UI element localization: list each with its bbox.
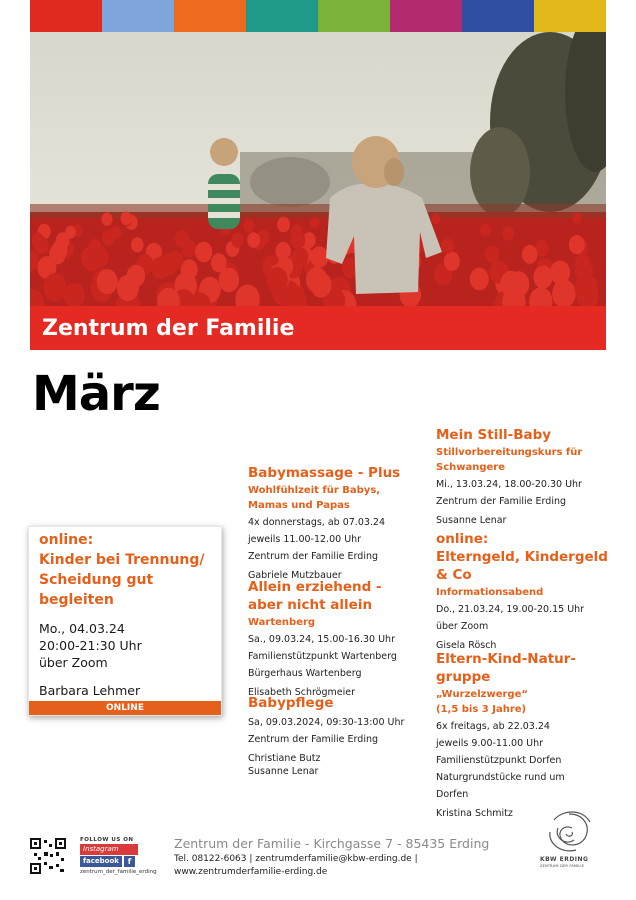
event-detail: Zentrum der Familie Erding — [248, 551, 379, 562]
color-strip-segment — [174, 0, 246, 32]
event-person: Christiane Butz — [248, 753, 321, 764]
event-people — [436, 514, 612, 527]
tulip-shape — [32, 232, 44, 247]
event-person: Gisela Rösch — [436, 640, 497, 651]
tulip-shape — [310, 217, 320, 229]
featured-event-card[interactable] — [28, 526, 222, 716]
kbw-logo-icon — [544, 808, 594, 854]
tulip-shape — [310, 246, 328, 268]
color-strip-segment — [30, 0, 102, 32]
event-item[interactable] — [248, 694, 416, 778]
tulip-shape — [97, 269, 118, 294]
event-detail: Sa, 09.03.2024, 09:30-13:00 Uhr — [248, 717, 405, 728]
tulip-shape — [502, 227, 514, 241]
featured-title-line: Kinder bei Trennung/ — [39, 552, 205, 568]
facebook-link[interactable]: facebook — [80, 856, 122, 867]
tulip-shape — [277, 217, 290, 233]
color-strip-segment — [246, 0, 318, 32]
tulip-shape — [43, 273, 67, 301]
event-detail: jeweils 11.00-12.00 Uhr — [248, 534, 362, 545]
tulip-shape — [247, 232, 260, 247]
social-handle: zentrum_der_familie_erding — [80, 869, 157, 875]
color-strip — [30, 0, 606, 32]
event-detail: jeweils 9.00-11.00 Uhr — [436, 738, 544, 749]
event-detail: Zentrum der Familie Erding — [436, 496, 567, 507]
featured-title-line: begleiten — [39, 592, 114, 608]
tulip-shape — [211, 253, 227, 272]
event-person: Elisabeth Schrögmeier — [248, 687, 355, 698]
event-title: & Co — [436, 567, 472, 583]
event-subtitle: (1,5 bis 3 Jahre) — [436, 704, 527, 715]
tulip-shape — [195, 242, 212, 263]
featured-event-title — [29, 527, 221, 610]
tulip-shape — [101, 212, 112, 225]
event-item[interactable] — [248, 464, 416, 582]
event-detail: Naturgrundstücke rund um — [436, 772, 565, 783]
featured-info-line: über Zoom — [39, 655, 108, 670]
online-badge: ONLINE — [29, 701, 221, 715]
event-subtitle: Wartenberg — [248, 617, 316, 628]
event-detail: Do., 21.03.24, 19.00-20.15 Uhr — [436, 604, 585, 615]
tulip-shape — [117, 275, 139, 301]
tulip-shape — [231, 233, 244, 248]
event-detail: Familienstützpunkt Wartenberg — [248, 651, 397, 662]
tulip-shape — [168, 251, 183, 269]
footer-address: Zentrum der Familie - Kirchgasse 7 - 85435 Erding — [174, 836, 490, 851]
event-detail: Mi., 13.03.24, 18.00-20.30 Uhr — [436, 479, 582, 490]
event-person: Susanne Lenar — [248, 766, 319, 777]
featured-info-line: Mo., 04.03.24 — [39, 621, 125, 636]
tulip-shape — [470, 268, 489, 291]
event-subtitle: „Wurzelzwerge“ — [436, 689, 528, 700]
tulip-shape — [81, 247, 99, 268]
tulip-shape — [65, 226, 76, 239]
event-title: Elterngeld, Kindergeld — [436, 549, 608, 565]
event-subtitle: Schwangere — [436, 462, 506, 473]
event-title: online: — [436, 531, 489, 547]
event-person: Susanne Lenar — [436, 515, 507, 526]
event-detail: Bürgerhaus Wartenberg — [248, 668, 362, 679]
footer-website[interactable]: www.zentrumderfamilie-erding.de — [174, 867, 328, 877]
tulip-shape — [441, 239, 454, 254]
event-person: Kristina Schmitz — [436, 808, 513, 819]
tulip-shape — [121, 212, 132, 226]
tulip-shape — [131, 237, 144, 252]
color-strip-segment — [390, 0, 462, 32]
event-detail: 4x donnerstags, ab 07.03.24 — [248, 517, 386, 528]
qr-code-icon[interactable] — [30, 838, 66, 874]
tulip-shape — [480, 224, 491, 237]
tulip-shape — [151, 257, 170, 279]
event-detail: 6x freitags, ab 22.03.24 — [436, 721, 550, 732]
color-strip-segment — [534, 0, 606, 32]
color-strip-segment — [462, 0, 534, 32]
tulip-shape — [243, 219, 254, 233]
tulip-shape — [110, 226, 122, 240]
month-heading: März — [32, 366, 160, 422]
event-title: Babypflege — [248, 695, 334, 711]
facebook-icon[interactable]: f — [124, 856, 135, 867]
event-subtitle: Mamas und Papas — [248, 500, 350, 511]
tulip-shape — [533, 266, 552, 289]
tulip-shape — [552, 280, 576, 308]
banner-title: Zentrum der Familie — [42, 315, 295, 341]
hero-photo — [30, 32, 606, 308]
tulip-shape — [292, 247, 308, 266]
featured-title-line: Scheidung gut — [39, 572, 154, 588]
kbw-logo-title: KBW ERDING — [540, 856, 589, 863]
event-title: aber nicht allein — [248, 597, 373, 613]
kbw-logo-subtitle: ZENTRUM DER FAMILIE — [540, 864, 585, 868]
tulip-shape — [64, 283, 85, 308]
event-subtitle: Stillvorbereitungskurs für — [436, 447, 583, 458]
event-person: Gabriele Mutzbauer — [248, 570, 342, 581]
tulip-shape — [569, 235, 585, 254]
tulip-shape — [550, 260, 570, 284]
tulip-shape — [290, 231, 305, 249]
event-title: Mein Still-Baby — [436, 427, 552, 443]
event-subtitle: Informationsabend — [436, 587, 544, 598]
event-detail: Sa., 09.03.24, 15.00-16.30 Uhr — [248, 634, 395, 645]
event-subtitle: Wohlfühlzeit für Babys, — [248, 485, 381, 496]
follow-us-label: FOLLOW US ON — [80, 837, 134, 843]
tulip-shape — [444, 252, 460, 271]
tulip-shape — [266, 267, 287, 293]
tulip-shape — [431, 214, 440, 224]
featured-info-line: 20:00-21:30 Uhr — [39, 638, 142, 653]
event-item[interactable] — [436, 650, 612, 820]
tulip-shape — [522, 245, 538, 264]
footer-contact: Tel. 08122-6063 | zentrumderfamilie@kbw-erding.de | — [174, 854, 418, 864]
event-item[interactable] — [248, 578, 416, 699]
event-people — [248, 752, 416, 778]
header-banner — [30, 306, 606, 350]
tulip-shape — [573, 213, 582, 224]
event-detail: Zentrum der Familie Erding — [248, 734, 379, 745]
event-detail: Familienstützpunkt Dorfen — [436, 755, 562, 766]
color-strip-segment — [318, 0, 390, 32]
instagram-link[interactable]: Instagram — [80, 844, 138, 855]
event-title: Eltern-Kind-Natur- — [436, 651, 577, 667]
event-item[interactable] — [436, 426, 612, 527]
featured-event-person: Barbara Lehmer — [39, 683, 141, 698]
color-strip-segment — [102, 0, 174, 32]
event-title: Babymassage - Plus — [248, 465, 401, 481]
event-title: gruppe — [436, 669, 491, 685]
tulip-shape — [485, 246, 499, 263]
featured-event-info — [29, 610, 221, 671]
event-title: Allein erziehend - — [248, 579, 382, 595]
featured-title-line: online: — [39, 532, 94, 548]
tulip-shape — [310, 272, 331, 298]
event-detail: Dorfen — [436, 789, 469, 800]
event-item[interactable] — [436, 530, 612, 652]
tulip-shape — [182, 240, 196, 257]
event-detail: über Zoom — [436, 621, 489, 632]
